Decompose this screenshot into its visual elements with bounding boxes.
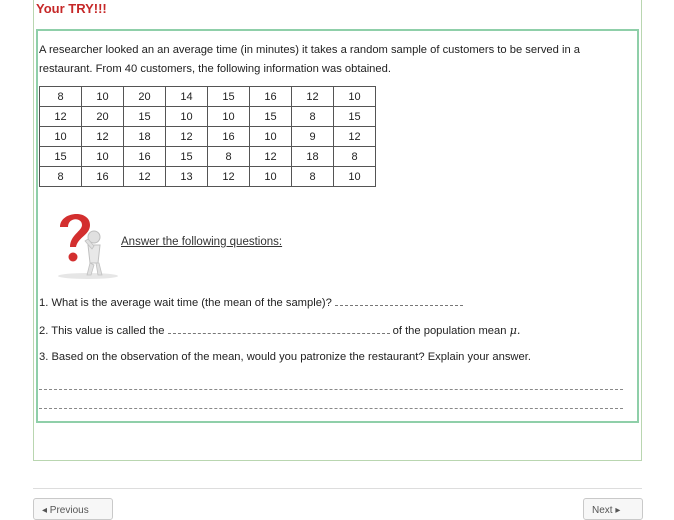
table-cell: 15 [250,107,292,127]
question-2 [39,324,520,337]
table-cell: 12 [250,147,292,167]
table-cell: 8 [208,147,250,167]
table-cell: 12 [208,167,250,187]
table-cell: 12 [124,167,166,187]
table-cell: 16 [82,167,124,187]
table-cell: 18 [124,127,166,147]
table-cell: 8 [40,87,82,107]
question-1-text: 1. What is the average wait time (the mean of the sample)? [39,297,332,309]
table-cell: 12 [82,127,124,147]
table-cell: 10 [40,127,82,147]
table-cell: 10 [82,147,124,167]
question-person-icon [50,205,120,280]
answer-prompt: Answer the following questions: [121,236,283,248]
table-cell: 15 [208,87,250,107]
table-row [40,147,376,167]
table-cell: 18 [292,147,334,167]
question-2-blank [168,324,390,334]
table-cell: 20 [124,87,166,107]
table-cell: 15 [334,107,376,127]
table-cell: 10 [250,167,292,187]
table-cell: 10 [166,107,208,127]
table-cell: 9 [292,127,334,147]
section-title: Your TRY!!! [36,1,107,16]
table-cell: 10 [208,107,250,127]
question-2-end: of the population mean [392,325,507,337]
table-cell: 15 [166,147,208,167]
table-row [40,107,376,127]
table-cell: 14 [166,87,208,107]
question-1-blank [335,296,463,306]
table-cell: 16 [208,127,250,147]
table-cell: 12 [334,127,376,147]
table-cell: 8 [292,107,334,127]
table-cell: 20 [82,107,124,127]
table-cell: 13 [166,167,208,187]
answer-line-2 [39,408,623,409]
table-cell: 8 [292,167,334,187]
table-cell: 10 [82,87,124,107]
question-1 [39,296,463,309]
table-cell: 16 [250,87,292,107]
table-row [40,167,376,187]
table-cell: 15 [124,107,166,127]
table-row [40,87,376,107]
footer-divider [33,488,642,489]
table-cell: 12 [166,127,208,147]
table-cell: 8 [334,147,376,167]
table-cell: 12 [40,107,82,127]
table-cell: 12 [292,87,334,107]
data-table [39,86,376,187]
previous-button[interactable]: ◂ Previous [33,498,113,520]
table-cell: 10 [334,167,376,187]
answer-line-1 [39,389,623,390]
table-cell: 15 [40,147,82,167]
table-cell: 16 [124,147,166,167]
table-row [40,127,376,147]
next-button[interactable]: Next ▸ [583,498,643,520]
problem-statement: A researcher looked an an average time (in minutes) it takes a random sample of customers to be served in a restaurant. From 40 customers, the following information was obtained. [39,44,580,75]
mu-symbol: μ. [509,324,521,337]
table-cell: 10 [334,87,376,107]
question-3: 3. Based on the observation of the mean, would you patronize the restaurant? Explain your answer. [39,351,531,363]
table-cell: 10 [250,127,292,147]
question-2-text: 2. This value is called the [39,325,165,337]
table-cell: 8 [40,167,82,187]
